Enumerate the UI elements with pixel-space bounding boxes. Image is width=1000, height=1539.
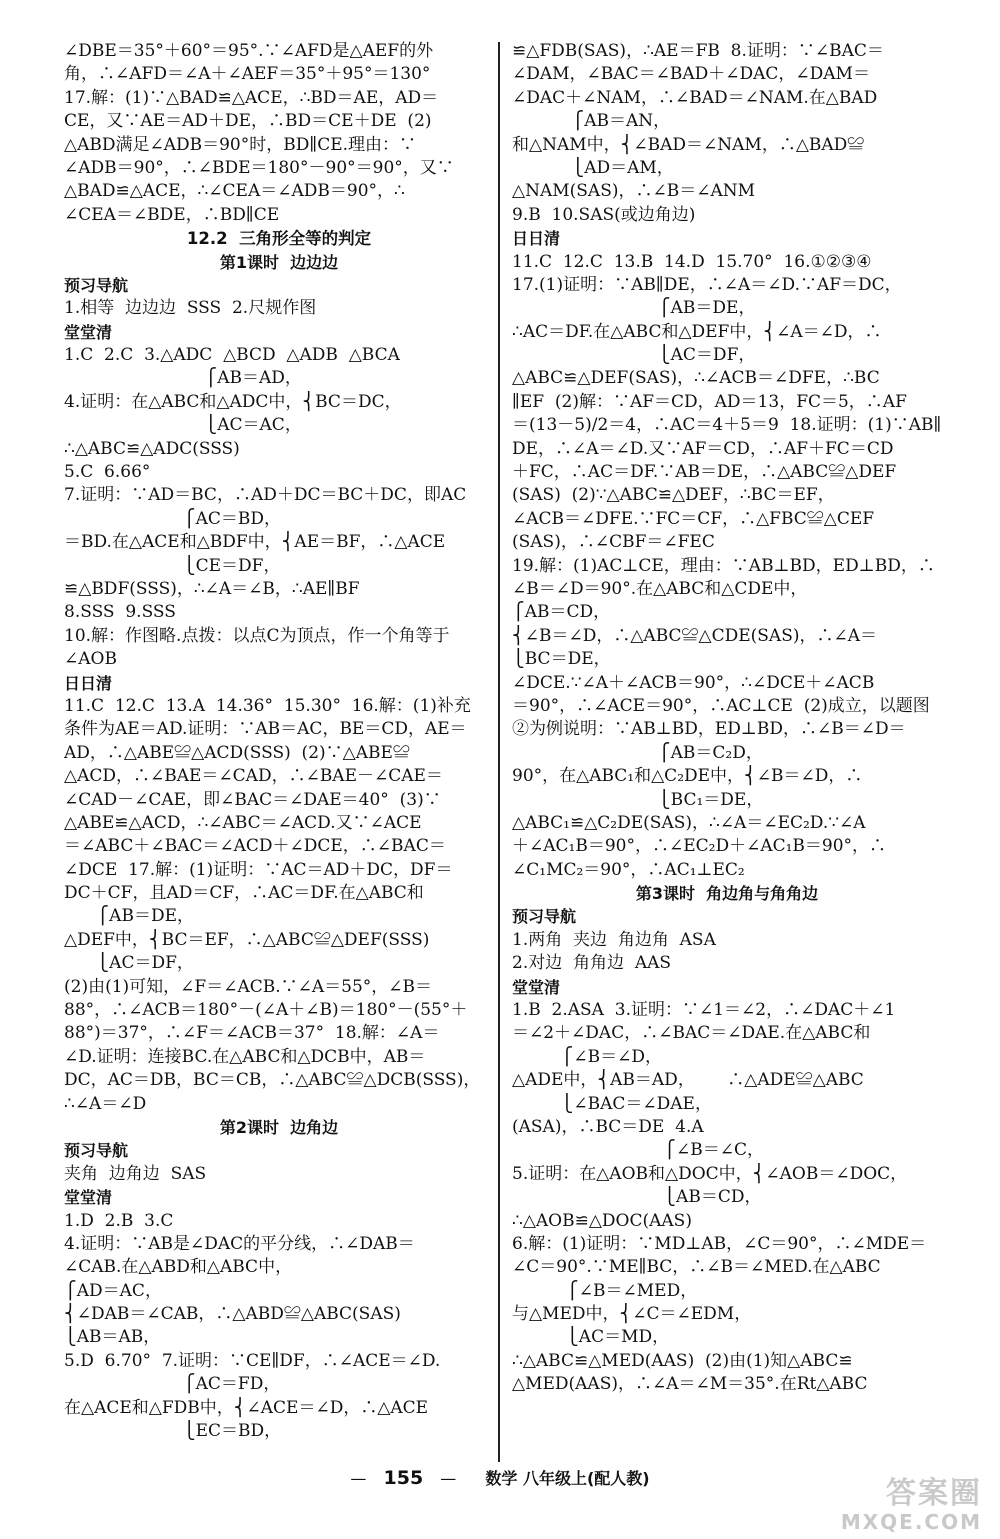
answer-line: 1.D 2.B 3.C	[64, 1210, 174, 1231]
answer-line: 11.C 12.C 13.B 14.D 15.70° 16.①②③④	[512, 251, 872, 272]
answer-line: ∠DBE＝35°＋60°＝95°.∵∠AFD是△AEF的外	[64, 41, 434, 61]
answer-line: ⎩∠BAC＝∠DAE，	[512, 1093, 712, 1114]
answer-line: ＝BD.在△ACE和△BDF中，⎨AE＝BF，∴△ACE	[64, 532, 446, 553]
section-heading: 日日清	[512, 229, 561, 249]
answer-line: ⎩AD＝AM，	[512, 157, 674, 178]
answer-line: 条件为AE＝AD.证明：∵AB＝AC，BE＝CD，AE＝	[64, 719, 467, 740]
answer-line: ∠DCE.∵∠A＋∠ACB＝90°，∴∠DCE＋∠ACB	[512, 672, 875, 693]
answer-line: ＝∠ABC＋∠BAC＝∠ACD＋∠DCE，∴∠BAC＝	[64, 836, 446, 857]
answer-line: 与△MED中，⎨∠C＝∠EDM，	[512, 1304, 752, 1325]
answer-line: ∴∠A＝∠D	[64, 1093, 147, 1114]
watermark-url: MXQE.COM	[840, 1510, 982, 1534]
section-heading: 堂堂清	[64, 1188, 113, 1208]
answer-line: DC，AC＝DB，BC＝CB，∴△ABC≌△DCB(SSS)，	[64, 1070, 481, 1091]
answer-line: ⎧∠B＝∠C，	[512, 1140, 765, 1161]
answer-line: ⎩AB＝CD，	[512, 1187, 762, 1208]
answer-line: 4.证明：在△ABC和△ADC中，⎨BC＝DC，	[64, 391, 402, 412]
answer-line: ∴△ABC≌△MED(AAS) (2)由(1)知△ABC≌	[512, 1350, 853, 1371]
answer-line: ∠DAM，∠BAC＝∠BAD＋∠DAC，∠DAM＝	[512, 64, 870, 85]
answer-line: 7.证明：∵AD＝BC，∴AD＋DC＝BC＋DC，即AC	[64, 485, 467, 506]
answer-line: ∥EF (2)解：∵AF＝CD，AD＝13，FC＝5，∴AF	[512, 391, 907, 412]
answer-line: ∠AOB	[64, 649, 117, 670]
answer-line: 1.C 2.C 3.△ADC △BCD △ADB △BCA	[64, 345, 400, 366]
column-divider	[498, 42, 500, 1462]
answer-line: 5.D 6.70° 7.证明：∵CE∥DF，∴∠ACE＝∠D.	[64, 1350, 441, 1371]
answer-line: ⎩CE＝DF，	[64, 555, 281, 576]
answer-line: 1.B 2.ASA 3.证明：∵∠1＝∠2，∴∠DAC＋∠1	[512, 1000, 896, 1021]
answer-line: 90°，在△ABC₁和△C₂DE中，⎨∠B＝∠D，∴	[512, 766, 863, 787]
answer-line: ∠CAB.在△ABD和△ABC中，	[64, 1257, 293, 1278]
answer-line: ∴AC＝DF.在△ABC和△DEF中，⎨∠A＝∠D，∴	[512, 321, 882, 342]
answer-line: △ACD，∴∠BAE＝∠CAD，∴∠BAE－∠CAE＝	[64, 766, 443, 787]
book-subject: 数学 八年级上(配人教)	[485, 1469, 650, 1488]
answer-line: 和△NAM中，⎨∠BAD＝∠NAM，∴△BAD≌	[512, 134, 865, 155]
answer-line: (SAS)，∴∠CBF＝∠FEC	[512, 532, 715, 553]
answer-line: ⎧∠B＝∠D，	[512, 1046, 662, 1067]
footer-dash-left: —	[350, 1469, 367, 1488]
answer-line: 角，∴∠AFD＝∠A＋∠AEF＝35°＋95°＝130°	[64, 64, 431, 85]
answer-line: ⎧AB＝CD，	[512, 602, 611, 623]
answer-line: 1.相等 边边边 SSS 2.尺规作图	[64, 298, 317, 319]
answer-line: ∴△ABC≌△ADC(SSS)	[64, 438, 240, 459]
site-watermark	[812, 1478, 982, 1536]
answer-line: ∠CEA＝∠BDE，∴BD∥CE	[64, 204, 280, 225]
answer-line: ⎧AC＝BD，	[64, 508, 282, 529]
answer-line: (ASA)，∴BC＝DE 4.A	[512, 1116, 704, 1137]
answer-line: △ABD满足∠ADB＝90°时，BD∥CE.理由：∵	[64, 134, 417, 155]
answer-line: ⎧∠B＝∠MED，	[512, 1280, 698, 1301]
page-number: 155	[383, 1467, 424, 1489]
answer-line: DE，∴∠A＝∠D.又∵AF＝CD，∴AF＋FC＝CD	[512, 438, 894, 459]
section-heading: 第1课时 边边边	[219, 252, 339, 272]
answer-line: ⎨∠DAB＝∠CAB，∴△ABD≌△ABC(SAS)	[64, 1304, 401, 1325]
answer-line: △MED(AAS)，∴∠A＝∠M＝35°.在Rt△ABC	[512, 1374, 868, 1395]
answer-line: ∠C＝90°.∵ME∥BC，∴∠B＝∠MED.在△ABC	[512, 1257, 881, 1278]
answer-line: ⎩AB＝AB，	[64, 1327, 161, 1348]
answer-line: CE，又∵AE＝AD＋DE，∴BD＝CE＋DE (2)	[64, 111, 432, 132]
section-heading: 堂堂清	[64, 322, 113, 342]
answer-line: ≌△FDB(SAS)，∴AE＝FB 8.证明：∵∠BAC＝	[512, 41, 884, 61]
answer-line: △ABE≌△ACD，∴∠ABC＝∠ACD.又∵∠ACE	[64, 812, 422, 833]
answer-line: 8.SSS 9.SSS	[64, 602, 176, 623]
answer-line: ⎩BC₁＝DE，	[512, 789, 764, 810]
answer-line: DC＋CF，且AD＝CF，∴AC＝DF.在△ABC和	[64, 883, 424, 904]
section-heading: 第3课时 角边角与角角边	[635, 884, 819, 904]
answer-line: ⎧AB＝DE，	[64, 906, 194, 927]
answer-line: ⎩BC＝DE，	[512, 649, 611, 670]
answer-line: 88°，∴∠ACB＝180°－(∠A＋∠B)＝180°－(55°＋	[64, 1000, 468, 1021]
answer-line: ＋∠AC₁B＝90°，∴∠EC₂D＋∠AC₁B＝90°，∴	[512, 836, 887, 857]
answer-line: 11.C 12.C 13.A 14.36° 15.30° 16.解：(1)补充	[64, 695, 471, 716]
answer-line: ∠C₁MC₂＝90°，∴AC₁⊥EC₂	[512, 859, 745, 880]
answer-line: △NAM(SAS)，∴∠B＝∠ANM	[512, 181, 756, 202]
watermark-logo-text: 答案圈	[886, 1476, 982, 1511]
answer-line: 10.解：作图略.点拨：以点C为顶点，作一个角等于	[64, 625, 450, 646]
answer-line: ∠ACB＝∠DFE.∵FC＝CF，∴△FBC≌△CEF	[512, 508, 875, 529]
answer-line: ∠D.证明：连接BC.在△ABC和△DCB中，AB＝	[64, 1046, 426, 1067]
answer-line: ∠CAD－∠CAE，即∠BAC＝∠DAE＝40° (3)∵	[64, 789, 441, 810]
answer-line: ⎨∠B＝∠D，∴△ABC≌△CDE(SAS)，∴∠A＝	[512, 625, 878, 646]
answer-line: 1.两角 夹边 角边角 ASA	[512, 929, 716, 950]
answer-line: ⎧AD＝AC，	[64, 1280, 162, 1301]
answer-line: ＝(13－5)/2＝4，∴AC＝4＋5＝9 18.证明：(1)∵AB∥	[512, 415, 942, 436]
answer-line: ⎩AC＝DF，	[64, 953, 194, 974]
answer-line: 夹角 边角边 SAS	[64, 1163, 207, 1184]
answer-line: ⎧AC＝FD，	[64, 1374, 281, 1395]
answer-line: ②为例说明：∵AB⊥BD，ED⊥BD，∴∠B＝∠D＝	[512, 719, 906, 740]
section-heading: 第2课时 边角边	[219, 1117, 339, 1137]
section-heading: 预习导航	[64, 1141, 129, 1161]
answer-line: △ABC₁≌△C₂DE(SAS)，∴∠A＝∠EC₂D.∵∠A	[512, 812, 866, 833]
section-heading: 日日清	[64, 673, 113, 693]
answer-line: ∠DCE 17.解：(1)证明：∵AC＝AD＋DC，DF＝	[64, 859, 453, 880]
answer-line: 17.解：(1)∵△BAD≌△ACE，∴BD＝AE，AD＝	[64, 87, 439, 108]
answer-line: ∠B＝∠D＝90°.在△ABC和△CDE中，	[512, 578, 808, 599]
footer-dash-right: —	[440, 1469, 457, 1488]
answer-line: 在△ACE和△FDB中，⎨∠ACE＝∠D，∴△ACE	[64, 1397, 429, 1418]
answer-line: ∠DAC＋∠NAM，∴∠BAD＝∠NAM.在△BAD	[512, 87, 878, 108]
answer-line: ＝90°，∴∠ACE＝90°，∴AC⊥CE (2)成立，以题图	[512, 695, 930, 716]
section-heading: 12.2 三角形全等的判定	[186, 229, 372, 249]
answer-line: △ADE中，⎨AB＝AD， ∴△ADE≌△ABC	[512, 1070, 864, 1091]
answer-line: (SAS) (2)∵△ABC≌△DEF，∴BC＝EF，	[512, 485, 835, 506]
answer-line: ＋FC，∴AC＝DF.∵AB＝DE，∴△ABC≌△DEF	[512, 462, 897, 483]
answer-line: △ABC≌△DEF(SAS)，∴∠ACB＝∠DFE，∴BC	[512, 368, 880, 389]
answer-line: ⎧AB＝AN，	[512, 111, 671, 132]
answer-line: 5.证明：在△AOB和△DOC中，⎨∠AOB＝∠DOC，	[512, 1163, 908, 1184]
answer-line: 19.解：(1)AC⊥CE，理由：∵AB⊥BD，ED⊥BD，∴	[512, 555, 935, 576]
section-heading: 预习导航	[512, 907, 577, 927]
answer-line: 17.(1)证明：∵AB∥DE，∴∠A＝∠D.∵AF＝DC，	[512, 274, 902, 295]
answer-line: ≌△BDF(SSS)，∴∠A＝∠B，∴AE∥BF	[64, 578, 360, 599]
answer-line: ＝∠2＋∠DAC，∴∠BAC＝∠DAE.在△ABC和	[512, 1023, 871, 1044]
answer-line: △BAD≌△ACE，∴∠CEA＝∠ADB＝90°，∴	[64, 181, 405, 202]
left-column	[64, 40, 494, 1443]
answer-line: ⎩EC＝BD，	[64, 1421, 282, 1442]
answer-line: 9.B 10.SAS(或边角边)	[512, 204, 696, 225]
answer-line: ⎩AC＝MD，	[512, 1327, 670, 1348]
answer-line: (2)由(1)可知，∠F＝∠ACB.∵∠A＝55°，∠B＝	[64, 976, 433, 997]
answer-line: ⎩AC＝AC，	[64, 415, 302, 436]
answer-line: 88°)＝37°，∴∠F＝∠ACB＝37° 18.解：∠A＝	[64, 1023, 440, 1044]
answer-line: 4.证明：∵AB是∠DAC的平分线，∴∠DAB＝	[64, 1233, 415, 1254]
answer-line: 6.解：(1)证明：∵MD⊥AB，∠C＝90°，∴∠MDE＝	[512, 1233, 927, 1254]
section-heading: 预习导航	[64, 275, 129, 295]
answer-line: ⎧AB＝AD，	[64, 368, 302, 389]
answer-line: 5.C 6.66°	[64, 462, 151, 483]
answer-line: ∠ADB＝90°，∴∠BDE＝180°－90°＝90°，又∵	[64, 157, 454, 178]
answer-line: 2.对边 角角边 AAS	[512, 953, 672, 974]
answer-line: ⎩AC＝DF，	[512, 345, 756, 366]
answer-line: ⎧AB＝DE，	[512, 298, 756, 319]
right-column	[512, 40, 942, 1397]
answer-line: AD，∴△ABE≌△ACD(SSS) (2)∵△ABE≌	[64, 742, 410, 763]
answer-line: ⎧AB＝C₂D，	[512, 742, 763, 763]
section-heading: 堂堂清	[512, 977, 561, 997]
answer-line: △DEF中，⎨BC＝EF，∴△ABC≌△DEF(SSS)	[64, 929, 430, 950]
answer-line: ∴△AOB≌△DOC(AAS)	[512, 1210, 692, 1231]
